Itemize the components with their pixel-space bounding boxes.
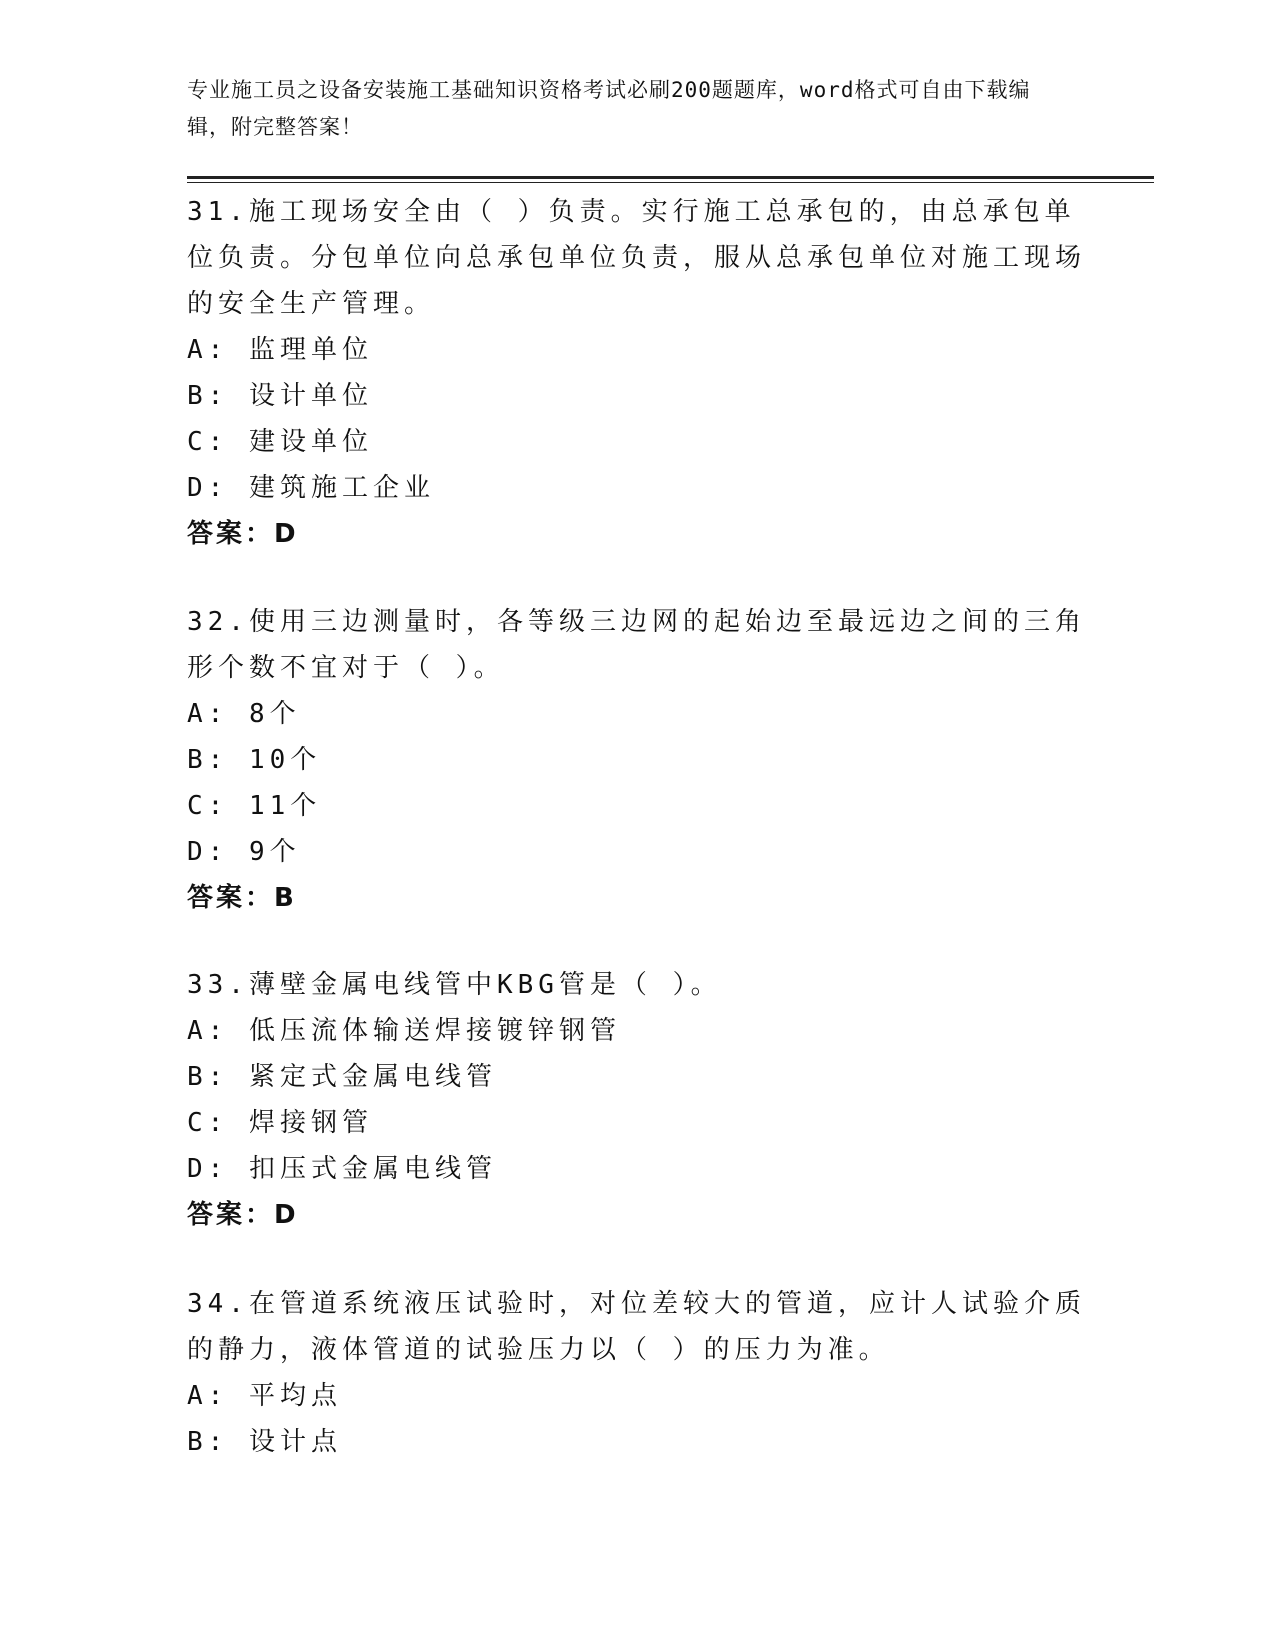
- answer: 答案：D: [187, 1200, 299, 1230]
- question-text: 32.使用三边测量时，各等级三边网的起始边至最远边之间的三角形个数不宜对于（ ）。: [187, 607, 1086, 683]
- option-c: C: 焊接钢管: [187, 1108, 373, 1138]
- option-b: B: 设计点: [187, 1427, 342, 1457]
- document-header: 专业施工员之设备安装施工基础知识资格考试必刷200题题库，word格式可自由下载编辑，附完整答案！: [187, 78, 1031, 139]
- question-text: 31.施工现场安全由（ ）负责。实行施工总承包的，由总承包单位负责。分包单位向总承包单位负责，服从总承包单位对施工现场的安全生产管理。: [187, 197, 1087, 319]
- option-a: A: 8个: [187, 699, 301, 729]
- option-b: B: 紧定式金属电线管: [187, 1062, 497, 1092]
- question-text: 33.薄壁金属电线管中KBG管是（ ）。: [187, 970, 722, 1000]
- option-d: D: 建筑施工企业: [187, 473, 435, 503]
- option-a: A: 监理单位: [187, 335, 373, 365]
- option-c: C: 建设单位: [187, 427, 373, 457]
- question-text: 34.在管道系统液压试验时，对位差较大的管道，应计人试验介质的静力，液体管道的试验压力以（ ）的压力为准。: [187, 1289, 1086, 1365]
- option-a: A: 低压流体输送焊接镀锌钢管: [187, 1016, 621, 1046]
- option-b: B: 10个: [187, 745, 322, 775]
- option-d: D: 扣压式金属电线管: [187, 1154, 497, 1184]
- answer: 答案：D: [187, 519, 299, 549]
- option-d: D: 9个: [187, 837, 301, 867]
- question-32: [187, 599, 1087, 921]
- option-b: B: 设计单位: [187, 381, 373, 411]
- question-33: [187, 962, 1087, 1238]
- answer: 答案：B: [187, 883, 297, 913]
- question-34: [187, 1281, 1087, 1465]
- header-divider-thin: [187, 182, 1154, 183]
- option-a: A: 平均点: [187, 1381, 342, 1411]
- header-divider-thick: [187, 176, 1154, 179]
- option-c: C: 11个: [187, 791, 322, 821]
- question-31: [187, 189, 1087, 557]
